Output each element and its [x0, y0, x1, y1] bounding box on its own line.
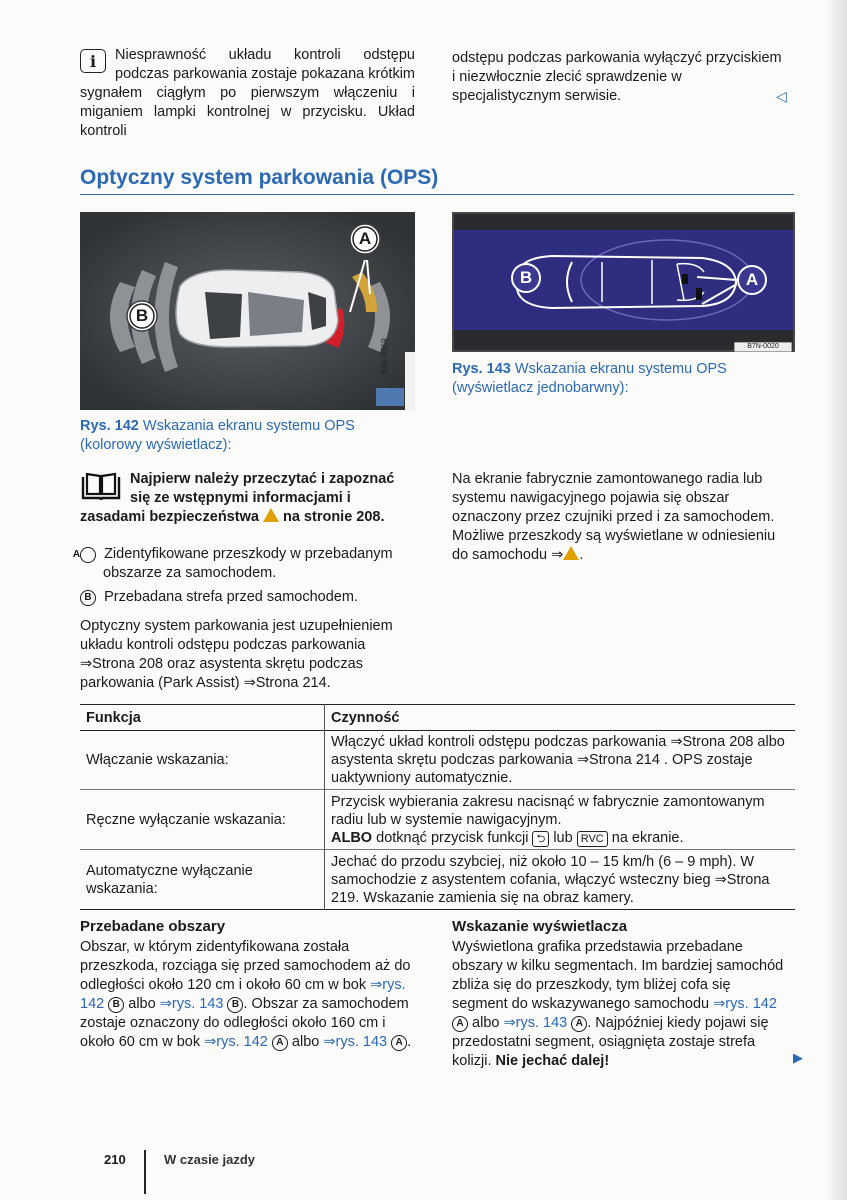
marker-b: B [227, 997, 243, 1013]
table-row [80, 790, 795, 850]
display-text-1: Wyświetlona grafika przedstawia przebadane obszary w kilku segmentach. Im bardziej samochód zbliża się do przeszkody, tym bliżej cofa się segment do wskazywanego samochodu [452, 939, 784, 1012]
table-cell-action: Włączyć układ kontroli odstępu podczas parkowania ⇒Strona 208 albo asystenta skrętu podczas parkowania ⇒Strona 214 . OPS zostaje uaktywniony automatycznie. [331, 734, 785, 786]
legend-b-text: Przebadana strefa przed samochodem. [104, 589, 358, 605]
legend-a-text: Zidentyfikowane przeszkody w przebadanym obszarze za samochodem. [103, 546, 393, 581]
ref-link-fig143[interactable]: ⇒rys. 143 [159, 996, 224, 1012]
read-first-page: na stronie 208. [282, 509, 385, 525]
section-examined-areas: Przebadane obszary Obszar, w którym zidentyfikowana została przeszkoda, rozciąga się przed samochodem aż do odległości około 120 cm i około 60 cm w bok ⇒rys. 142 B albo ⇒rys. 143 B . Obszar za samochodem zostaje oznaczony do odległości około 160 cm i około 60 cm w bok ⇒rys. 142 A albo ⇒rys. 143 A . [80, 918, 415, 1052]
callout-b-label: B [135, 306, 149, 325]
display-or: albo [472, 1015, 500, 1031]
display-heading: Wskazanie wyświetlacza [452, 918, 628, 935]
examined-text-2: . Obszar za samochodem zostaje oznaczony do odległości około 160 cm i około 60 cm w bok [80, 996, 409, 1050]
back-arrow-icon[interactable]: ◁ [776, 88, 787, 104]
section-header [80, 166, 794, 195]
warning-icon[interactable] [263, 508, 279, 522]
ref-link-fig142[interactable]: ⇒rys. 142 [80, 977, 406, 1012]
action-alt-label: ALBO [331, 829, 373, 846]
caption-text: Wskazania ekranu systemu OPS (kolorowy wyświetlacz): [80, 418, 355, 453]
warning-icon[interactable] [563, 546, 579, 560]
caption-number: Rys. 142 [80, 418, 139, 434]
footer-divider [144, 1150, 146, 1194]
intro-right-text: Na ekranie fabrycznie zamontowanego radia lub systemu nawigacyjnego pojawia się obszar oznaczony przez czujniki przed i za samochodem. Możliwe przeszkody są wyświetlane w odniesieniu do samochodu ⇒ [452, 471, 776, 563]
display-warning-bold: Nie jechać dalej! [495, 1053, 610, 1069]
page-edge-shadow [825, 0, 847, 1200]
figure-code: B7N-0020 [747, 343, 779, 350]
ref-link-fig142[interactable]: ⇒rys. 142 [204, 1034, 268, 1050]
section-display [452, 918, 787, 1071]
examined-text-1: Obszar, w którym zidentyfikowana została przeszkoda, rozciąga się przed samochodem aż do odległości około 120 cm i około 60 cm w bok [80, 939, 411, 993]
read-first-text: Najpierw należy przeczytać i zapoznać się ze wstępnymi informacjami i zasadami bezpieczeństwa [80, 471, 395, 525]
marker-a: A [571, 1016, 587, 1032]
info-note-text-continued: odstępu podczas parkowania wyłączyć przyciskiem i niezwłocznie zlecić sprawdzenie w specjalistycznym serwisie. [452, 50, 782, 104]
action-text: Przycisk wybierania zakresu nacisnąć w fabrycznie zamontowanym radiu lub w systemie nawigacyjnym. [331, 793, 765, 828]
info-note-text: Niesprawność układu kontroli odstępu podczas parkowania zostaje pokazana krótkim sygnałem ciągłym po pierwszym włączeniu i miganiem lampki kontrolnej w przycisku. Układ kontroli [80, 47, 415, 139]
table-cell-function: Ręczne wyłączanie wskazania: [80, 790, 325, 850]
figure-143 [452, 212, 795, 352]
book-icon [80, 472, 122, 500]
intro-right: Na ekranie fabrycznie zamontowanego radia lub systemu nawigacyjnego pojawia się obszar oznaczony przez czujniki przed i za samochodem. Możliwe przeszkody są wyświetlane w odniesieniu do samochodu ⇒ . [452, 471, 776, 563]
intro-left-text: Optyczny system parkowania jest uzupełnieniem układu kontroli odstępu podczas parkowania ⇒Strona 208 oraz asystenta skrętu podczas parkowania (Park Assist) ⇒Strona 214. [80, 618, 393, 691]
table-header-action: Czynność [331, 709, 400, 726]
examined-text-3: albo [291, 1034, 320, 1050]
action-alt-tail: na ekranie. [611, 829, 684, 846]
ref-link-fig143[interactable]: ⇒rys. 143 [503, 1015, 568, 1031]
function-table [80, 704, 795, 910]
callout-a-label: A [745, 270, 759, 289]
table-cell-action [325, 790, 796, 850]
intro-left [80, 617, 415, 693]
table-cell-function: Automatyczne wyłączanie wskazania: [80, 850, 325, 910]
table-cell-action: Jechać do przodu szybciej, niż około 10 – 15 km/h (6 – 9 mph). W samochodzie z asystentem cofania, włączyć wsteczny bieg ⇒Strona 219. Wskazanie zamienia się na obraz kamery. [331, 853, 770, 906]
back-function-button[interactable]: ⮌ [532, 831, 549, 847]
figure-code: B5K-0369 [380, 338, 389, 374]
info-note [80, 46, 415, 141]
table-row [80, 850, 795, 910]
action-alt-text: dotknąć przycisk funkcji [376, 829, 529, 846]
legend-a-marker: A [80, 547, 96, 563]
table-cell-function: Włączanie wskazania: [80, 731, 325, 790]
legend-a [72, 545, 415, 583]
info-icon: i [80, 49, 106, 73]
examined-areas-heading: Przebadane obszary [80, 918, 226, 935]
table-header-row [80, 705, 795, 731]
figure-143-caption [452, 360, 787, 398]
figure-142 [80, 212, 415, 410]
marker-a: A [272, 1035, 288, 1051]
ref-link-fig143[interactable]: ⇒rys. 143 [323, 1034, 388, 1050]
table-header-function: Funkcja [80, 705, 325, 731]
examined-or: albo [128, 996, 156, 1012]
caption-text: Wskazania ekranu systemu OPS (wyświetlacz jednobarwny): [452, 361, 727, 396]
table-row [80, 731, 795, 790]
legend-b [80, 588, 415, 607]
section-title: Optyczny system parkowania (OPS) [80, 166, 439, 189]
info-note-continued [452, 49, 787, 106]
page-number: 210 [104, 1152, 126, 1167]
ref-link-fig142[interactable]: ⇒rys. 142 [713, 996, 777, 1012]
marker-a: A [391, 1035, 407, 1051]
caption-number: Rys. 143 [452, 361, 511, 377]
next-page-arrow-icon[interactable]: ▶ [793, 1050, 803, 1065]
figure-142-caption [80, 417, 415, 455]
callout-b-label: B [519, 268, 533, 287]
marker-a: A [452, 1016, 468, 1032]
read-first-note [80, 470, 415, 527]
rvc-button[interactable]: RVC [577, 831, 608, 847]
legend-b-marker: B [80, 590, 96, 606]
chapter-title: W czasie jazdy [164, 1152, 256, 1167]
marker-b: B [108, 997, 124, 1013]
action-or: lub [553, 829, 573, 846]
display-text-2: . Najpóźniej kiedy pojawi się przedostatni segment, osiągnięta zostaje strefa kolizji. [452, 1015, 769, 1069]
callout-a-label: A [358, 229, 372, 248]
